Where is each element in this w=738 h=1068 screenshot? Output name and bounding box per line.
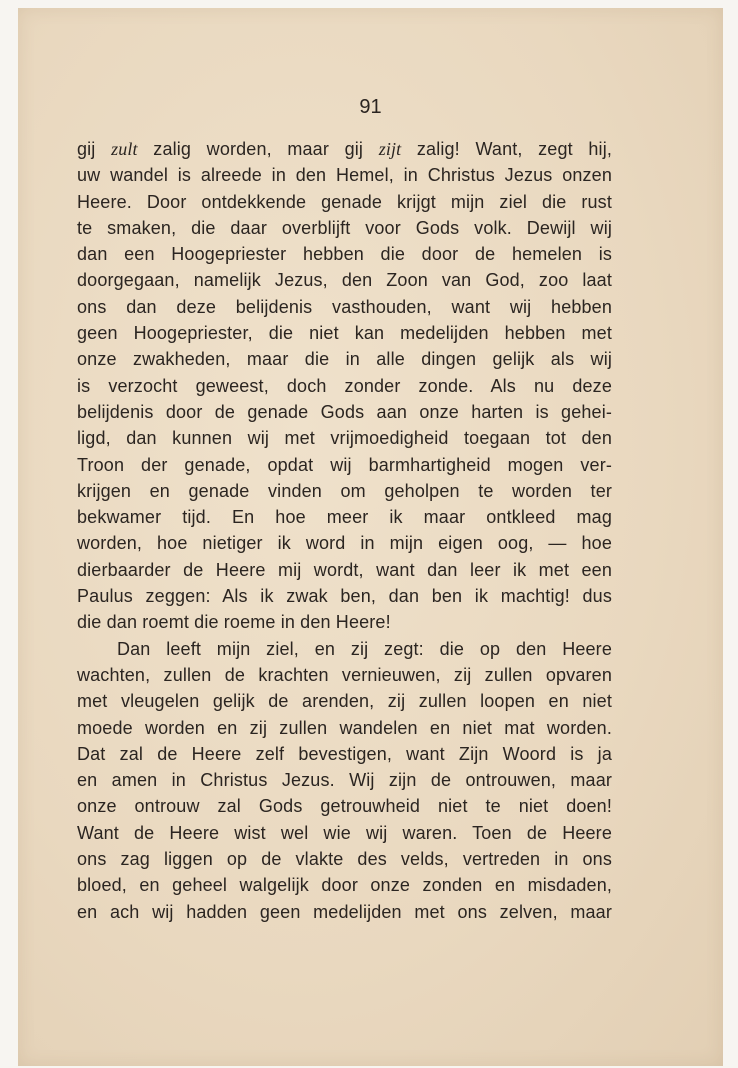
- text-line: [77, 136, 612, 162]
- text-line: uw wandel is alreede in den Hemel, in Christus Jezus onzen: [77, 165, 612, 186]
- text-line: geen Hoogepriester, die niet kan medelijden hebben met: [77, 323, 612, 344]
- paragraph-end-line: die dan roemt die roeme in den Heere!: [77, 612, 391, 633]
- text-line: Paulus zeggen: Als ik zwak ben, dan ben ik machtig! dus: [77, 586, 612, 607]
- text-line: en ach wij hadden geen medelijden met ons zelven, maar: [77, 901, 612, 922]
- text-line: belijdenis door de genade Gods aan onze harten is gehei-: [77, 401, 612, 422]
- text-line: Dat zal de Heere zelf bevestigen, want Zijn Woord is ja: [77, 743, 612, 764]
- emphasis-zult: zult: [111, 139, 138, 159]
- text-line: is verzocht geweest, doch zonder zonde. Als nu deze: [77, 375, 612, 396]
- text-line: bloed, en geheel walgelijk door onze zonden en misdaden,: [77, 875, 612, 896]
- text-line: onze ontrouw zal Gods getrouwheid niet te niet doen!: [77, 796, 612, 817]
- text-run: zalig worden, maar gij: [137, 139, 379, 159]
- text-run: zalig! Want, zegt hij,: [401, 139, 612, 159]
- text-line: dan een Hoogepriester hebben die door de hemelen is: [77, 244, 612, 265]
- text-line: dierbaarder de Heere mij wordt, want dan leer ik met een: [77, 559, 612, 580]
- text-line: Troon der genade, opdat wij barmhartigheid mogen ver-: [77, 454, 612, 475]
- text-line: met vleugelen gelijk de arenden, zij zullen loopen en niet: [77, 691, 612, 712]
- text-line: bekwamer tijd. En hoe meer ik maar ontkleed mag: [77, 507, 612, 528]
- body-text: [77, 136, 612, 925]
- text-line: te smaken, die daar overblijft voor Gods volk. Dewijl wij: [77, 217, 612, 238]
- text-line: en amen in Christus Jezus. Wij zijn de ontrouwen, maar: [77, 770, 612, 791]
- text-line: wachten, zullen de krachten vernieuwen, zij zullen opvaren: [77, 664, 612, 685]
- book-page: [18, 8, 723, 1066]
- emphasis-zijt: zijt: [378, 139, 402, 159]
- text-line: ons zag liggen op de vlakte des velds, vertreden in ons: [77, 849, 612, 870]
- paragraph-start-line: Dan leeft mijn ziel, en zij zegt: die op den Heere: [117, 638, 612, 659]
- text-run: gij: [77, 139, 112, 159]
- text-line: Want de Heere wist wel wie wij waren. Toen de Heere: [77, 822, 612, 843]
- text-line: doorgegaan, namelijk Jezus, den Zoon van God, zoo laat: [77, 270, 612, 291]
- text-line: moede worden en zij zullen wandelen en niet mat worden.: [77, 717, 612, 738]
- text-line: ons dan deze belijdenis vasthouden, want wij hebben: [77, 296, 612, 317]
- page-number: 91: [359, 96, 382, 118]
- text-line: krijgen en genade vinden om geholpen te worden ter: [77, 480, 612, 501]
- text-line: worden, hoe nietiger ik word in mijn eigen oog, — hoe: [77, 533, 612, 554]
- text-line: Heere. Door ontdekkende genade krijgt mijn ziel die rust: [77, 191, 612, 212]
- text-line: onze zwakheden, maar die in alle dingen gelijk als wij: [77, 349, 612, 370]
- text-line: ligd, dan kunnen wij met vrijmoedigheid toegaan tot den: [77, 428, 612, 449]
